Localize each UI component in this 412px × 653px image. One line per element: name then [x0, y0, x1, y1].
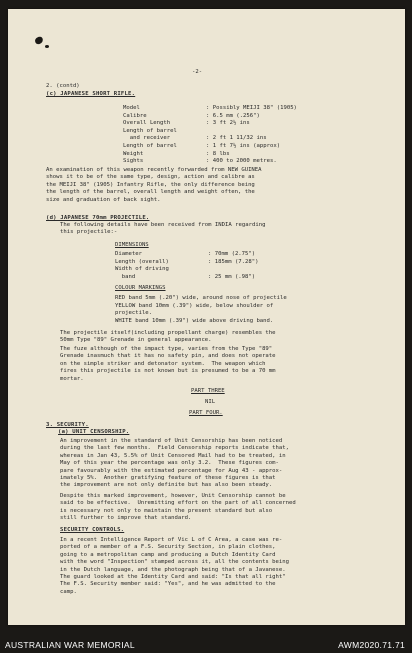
dimension-value: : 25 mm (.98"): [208, 273, 256, 280]
part-three-heading: PART THREE: [191, 388, 225, 394]
paragraph-line: ported of a member of a F.S. Security Section, in plain clothes,: [60, 544, 276, 551]
spec-value: : 1 ft 7½ ins (approx): [206, 143, 281, 149]
paragraph-line: with the word "Inspection" stamped across it, all the contents being: [60, 559, 290, 566]
nil-text: NIL: [205, 399, 216, 405]
subsection-heading: SECURITY CONTROLS.: [60, 527, 125, 533]
paragraph-line: Despite this marked improvement, however, Unit Censorship cannot be: [60, 493, 286, 499]
spec-label: Length of barrel: [123, 127, 177, 134]
section-label: 2. (contd): [46, 83, 80, 89]
paragraph-line: going to a metropolitan camp and producing a Dutch Identity Card: [60, 551, 276, 558]
paragraph-line: An improvement in the standard of Unit Censorship has been noticed: [60, 438, 283, 444]
paragraph-line: the length of the barrel, overall length and weight often, the: [46, 189, 255, 196]
subsection-heading: (d) JAPANESE 70mm PROJECTILE.: [46, 215, 150, 221]
spec-value: : 2 ft 1 11/32 ins: [206, 135, 267, 142]
footer-accession-number: AWM2020.71.71: [338, 640, 405, 650]
spec-label: Weight: [123, 150, 144, 157]
colour-markings-heading: COLOUR MARKINGS: [115, 285, 166, 291]
spec-value: : 3 ft 2½ ins: [206, 120, 250, 127]
paragraph-line: the MEIJI 38" (1905) Infantry Rifle, the only difference being: [46, 181, 255, 188]
colour-marking-line: WHITE band 10mm (.39") wide above driving band.: [115, 317, 274, 324]
dimension-label: Width of driving: [115, 266, 169, 273]
colour-marking-line: YELLOW band 10mm (.39") wide, below shoulder of: [115, 302, 274, 309]
spec-value: : 6.5 mm (.256"): [206, 112, 260, 119]
paragraph-line: said to be effective. Unremitting effort on the part of all concerned: [60, 500, 296, 507]
spec-label: and receiver: [123, 135, 171, 142]
paragraph-line: The F.S. Security member said: "Yes", and he was admitted to the: [60, 581, 276, 588]
dimension-label: Diameter: [115, 251, 142, 257]
paragraph-line: size and graduation of back sight.: [46, 196, 161, 203]
dimension-value: : 70mm (2.75"): [208, 251, 256, 257]
subsection-heading: (c) JAPANESE SHORT RIFLE.: [46, 91, 136, 97]
part-four-heading: PART FOUR.: [189, 410, 223, 416]
colour-marking-line: RED band 5mm (.20") wide, around nose of projectile: [115, 295, 287, 301]
subsection-heading: (a) UNIT CENSORSHIP.: [58, 429, 130, 435]
paragraph-line: The fuze although of the impact type, varies from the Type "89": [60, 346, 273, 352]
dimension-label: band: [115, 273, 136, 280]
paragraph-line: The following details have been received from INDIA regarding: [60, 222, 266, 228]
paragraph-line: on the simple striker and detonator system. The weapon which: [60, 360, 266, 367]
paragraph-line: Grenade inasmuch that it has no safety pin, and does not operate: [60, 353, 276, 360]
dimensions-heading: DIMENSIONS: [115, 242, 149, 248]
archive-footer: [0, 637, 412, 653]
dimension-label: Length (overall): [115, 258, 169, 265]
paragraph-line: pare favourably with the estimated percentage for Aug 43 - approx-: [60, 467, 283, 474]
punch-hole-mark-small: [45, 45, 49, 48]
paragraph-line: May of this year the percentage was only 3.2. These figures com-: [60, 460, 279, 467]
paragraph-line: whereas in Jan 43, 5.5% of Unit Censored Mail had to be treated, in: [60, 452, 286, 459]
spec-label: Overall Length: [123, 120, 171, 127]
paragraph-line: imately 5%. Another gratifying feature of these figures is that: [60, 475, 276, 481]
paragraph-line: during the last few months. Field Censorship reports indicate that,: [60, 445, 290, 452]
paragraph-line: the improvement are not only definite but has also been steady.: [60, 482, 273, 489]
spec-label: Model: [123, 105, 140, 111]
paragraph-line: in the Dutch language, and the photograph being that of a Javanese.: [60, 566, 286, 573]
paragraph-line: this projectile:-: [60, 229, 118, 236]
section-heading: 3. SECURITY.: [46, 422, 89, 428]
paragraph-line: In a recent Intelligence Report of Vic L of C Area, a case was re-: [60, 537, 283, 543]
paragraph-line: is necessary not only to maintain the present standard but also: [60, 507, 273, 514]
paragraph-line: camp.: [60, 588, 77, 595]
spec-value: : 8 lbs: [206, 150, 230, 157]
spec-label: Sights: [123, 158, 144, 165]
paragraph-line: still further to improve that standard.: [60, 515, 192, 522]
spec-value: : Possibly MEIJI 38" (1905): [206, 105, 297, 111]
paragraph-line: 50mm Type "89" Grenade in general appearance.: [60, 337, 212, 344]
document-page: [8, 9, 405, 625]
paragraph-line: shows it to be of the same type, design, action and calibre as: [46, 174, 255, 181]
colour-marking-line: projectile.: [115, 310, 153, 317]
spec-label: Calibre: [123, 112, 147, 119]
spec-value: : 400 to 2000 metres.: [206, 158, 277, 165]
punch-hole-mark: [34, 36, 44, 45]
paragraph-line: The projectile itself(including propellant charge) resembles the: [60, 330, 276, 336]
paragraph-line: fires this projectile is not known but is presumed to be a 70 mm: [60, 368, 276, 375]
paragraph-line: An examination of this weapon recently forwarded from NEW GUINEA: [46, 167, 262, 173]
paragraph-line: mortar.: [60, 375, 84, 382]
spec-label: Length of barrel: [123, 143, 177, 149]
footer-institution: AUSTRALIAN WAR MEMORIAL: [5, 640, 135, 650]
paragraph-line: The guard looked at the Identity Card and said: "Is that all right": [60, 574, 286, 580]
dimension-value: : 185mm (7.28"): [208, 258, 259, 265]
page-number: -2-: [192, 69, 203, 75]
